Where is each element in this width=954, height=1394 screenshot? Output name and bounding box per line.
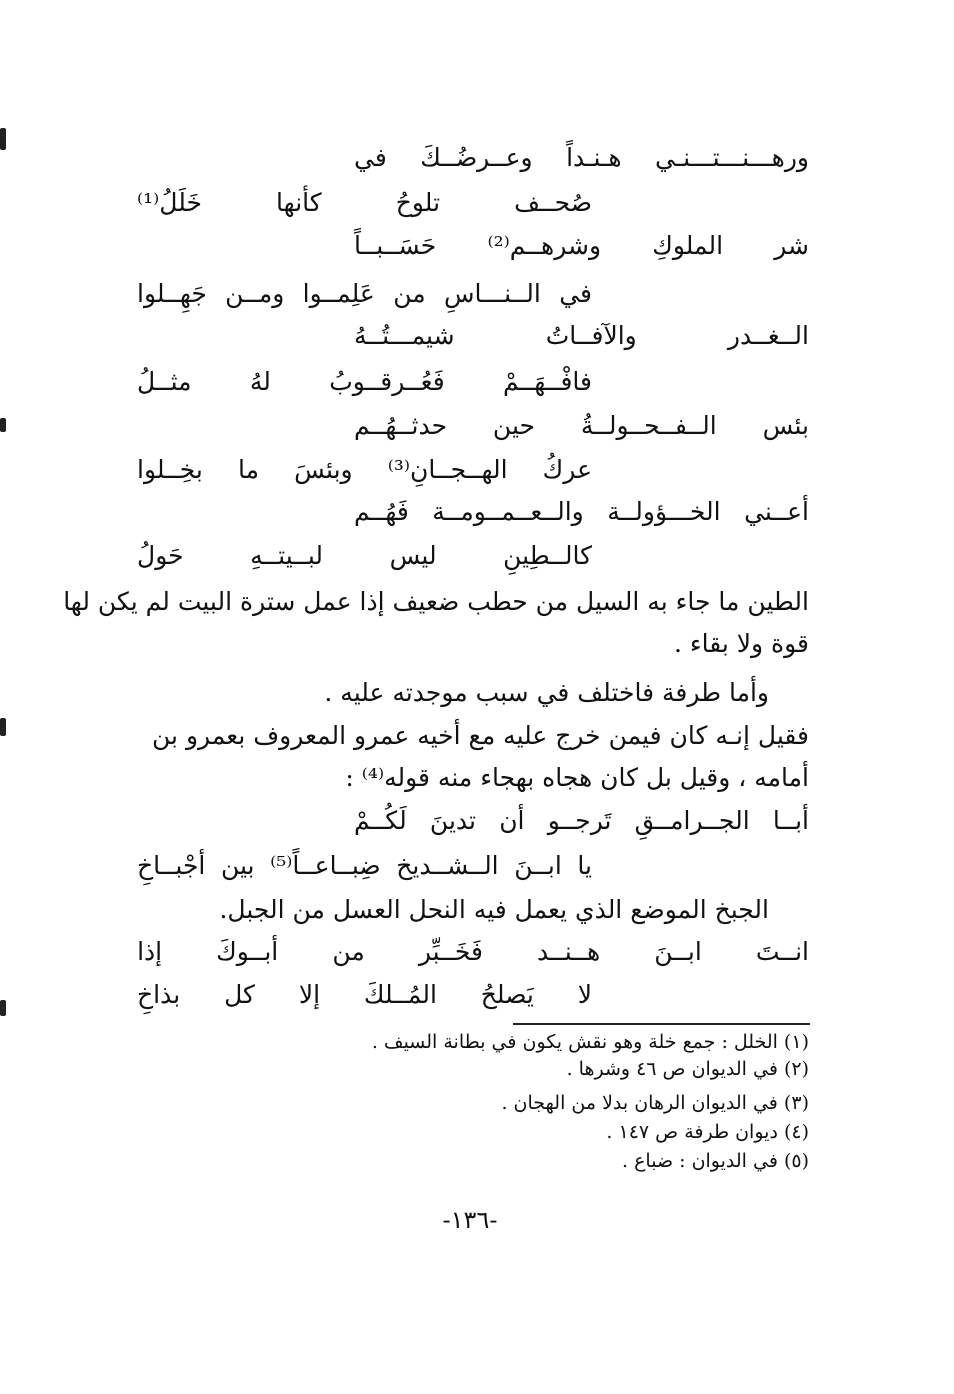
verse-word: ابــنَ xyxy=(514,851,562,880)
verse-word: ورهـــنـــتـــنـي xyxy=(654,143,809,172)
prose-line: الطين ما جاء به السيل من حطب ضعيف إذا عمل سترة البيت لم يكن لها xyxy=(63,587,809,616)
verse-line xyxy=(137,538,592,574)
verse-line xyxy=(354,318,809,354)
verse-word: حَولُ xyxy=(137,541,184,570)
verse-word: خَلَلُ⁽¹⁾ xyxy=(137,188,202,217)
verse-word: وبئسَ xyxy=(294,455,353,484)
prose-line: فقيل إنـه كان فيمن خرج عليه مع أخيه عمرو المعروف بعمرو بن xyxy=(152,721,809,750)
verse-word: بذاخِ xyxy=(137,980,181,1009)
verse-word: الــفــحــولــةُ xyxy=(580,411,717,440)
verse-word: أعــني xyxy=(744,497,809,526)
verse-word: حَسَــبــاً xyxy=(354,231,437,260)
verse-word: يَصلحُ xyxy=(480,980,534,1009)
prose-line: وأما طرفة فاختلف في سبب موجدته عليه . xyxy=(324,678,769,707)
verse-word: وعــرضُــكَ xyxy=(420,143,533,172)
footnote-separator xyxy=(513,1023,810,1025)
scan-edge-mark xyxy=(0,128,6,150)
verse-line xyxy=(137,934,809,970)
verse-word: وشرهــم⁽²⁾ xyxy=(487,231,602,260)
verse-word: بئس xyxy=(762,411,809,440)
footnote: (٤) ديوان طرفة ص ١٤٧ . xyxy=(606,1121,809,1143)
verse-word: الــغــدر xyxy=(727,321,809,350)
verse-line xyxy=(354,494,809,530)
verse-word: فافْــهَــمْ xyxy=(503,367,592,396)
verse-word: ومــن xyxy=(225,279,285,308)
verse-word: لَكُــمْ xyxy=(354,806,407,835)
verse-line xyxy=(354,803,809,839)
verse-word: ضِبــاعــاً⁽⁵⁾ xyxy=(270,851,381,880)
page-number: -١٣٦- xyxy=(442,1206,498,1234)
verse-word: فَعُــرقــوبُ xyxy=(329,367,445,396)
verse-word: الملوكِ xyxy=(652,231,724,260)
verse-line xyxy=(137,276,592,312)
verse-word: في xyxy=(354,143,387,172)
verse-word: الهــجــانِ⁽³⁾ xyxy=(387,455,508,484)
verse-word: فَخَــبِّر xyxy=(418,937,483,966)
verse-line xyxy=(354,228,809,264)
verse-word: شر xyxy=(774,231,809,260)
prose-line: أمامه ، وقيل بل كان هجاه بهجاء منه قوله⁽⁴⁾ : xyxy=(345,763,809,792)
verse-word: إذا xyxy=(137,937,163,966)
verse-word: الــشــديخ xyxy=(396,851,499,880)
verse-word: ابــنَ xyxy=(654,937,702,966)
verse-word: فَهُــم xyxy=(354,497,409,526)
verse-word: عركُ xyxy=(542,455,592,484)
verse-word: أجْبــاخِ xyxy=(137,851,206,880)
scan-edge-mark xyxy=(0,418,6,432)
verse-word: تلوحُ xyxy=(395,188,441,217)
verse-word: انــتَ xyxy=(755,937,809,966)
verse-word: أبــوكَ xyxy=(216,937,279,966)
verse-word: كالــطِينِ xyxy=(503,541,592,570)
prose-line: الجبخ الموضع الذي يعمل فيه النحل العسل من الجبل. xyxy=(219,895,769,924)
verse-word: عَلِمــوا xyxy=(302,279,375,308)
verse-word: بخِــلوا xyxy=(137,455,203,484)
verse-word: من xyxy=(332,937,365,966)
verse-word: في xyxy=(559,279,592,308)
verse-word: حين xyxy=(492,411,535,440)
verse-word: والــعــمــومــة xyxy=(432,497,584,526)
verse-word: الجــرامــقِ xyxy=(634,806,750,835)
verse-word: أبــا xyxy=(772,806,809,835)
verse-line xyxy=(137,364,592,400)
verse-word: ما xyxy=(238,455,260,484)
verse-word: إلا xyxy=(298,980,321,1009)
verse-word: لا xyxy=(577,980,592,1009)
verse-word: حدثــهُــم xyxy=(354,411,448,440)
verse-word: الــنـــاسِ xyxy=(443,279,541,308)
verse-word: تَرجــو xyxy=(547,806,612,835)
verse-word: هــنــد xyxy=(536,937,601,966)
footnote: (١) الخلل : جمع خلة وهو نقش يكون في بطانة السيف . xyxy=(371,1031,809,1053)
footnote: (٢) في الديوان ص ٤٦ وشرها . xyxy=(566,1058,809,1080)
verse-word: لبــيتــهِ xyxy=(250,541,324,570)
verse-word: صُحــف xyxy=(514,188,592,217)
footnote: (٥) في الديوان : ضباع . xyxy=(622,1150,809,1172)
verse-line xyxy=(354,140,809,176)
verse-word: المُــلكَ xyxy=(363,980,437,1009)
verse-line xyxy=(137,185,592,221)
verse-word: أن xyxy=(499,806,525,835)
verse-line xyxy=(137,452,592,488)
verse-word: كل xyxy=(224,980,255,1009)
verse-word: شيمـــتُــهُ xyxy=(354,321,455,350)
verse-word: الخـــؤولــة xyxy=(607,497,721,526)
prose-line: قوة ولا بقاء . xyxy=(673,629,809,658)
verse-line xyxy=(137,848,592,884)
verse-word: هـنـداً xyxy=(566,143,622,172)
verse-word: جَهِــلوا xyxy=(137,279,207,308)
verse-line xyxy=(354,408,809,444)
verse-word: كأنها xyxy=(276,188,322,217)
verse-word: من xyxy=(393,279,426,308)
footnote: (٣) في الديوان الرهان بدلا من الهجان . xyxy=(501,1092,809,1114)
verse-word: مثــلُ xyxy=(137,367,192,396)
scan-edge-mark xyxy=(0,1000,6,1016)
verse-word: ليس xyxy=(389,541,437,570)
verse-word: بين xyxy=(220,851,255,880)
scan-edge-mark xyxy=(0,718,6,736)
verse-word: يا xyxy=(577,851,592,880)
verse-word: والآفــاتُ xyxy=(545,321,637,350)
verse-word: لهُ xyxy=(249,367,271,396)
verse-line xyxy=(137,977,592,1013)
verse-word: تدينَ xyxy=(429,806,476,835)
